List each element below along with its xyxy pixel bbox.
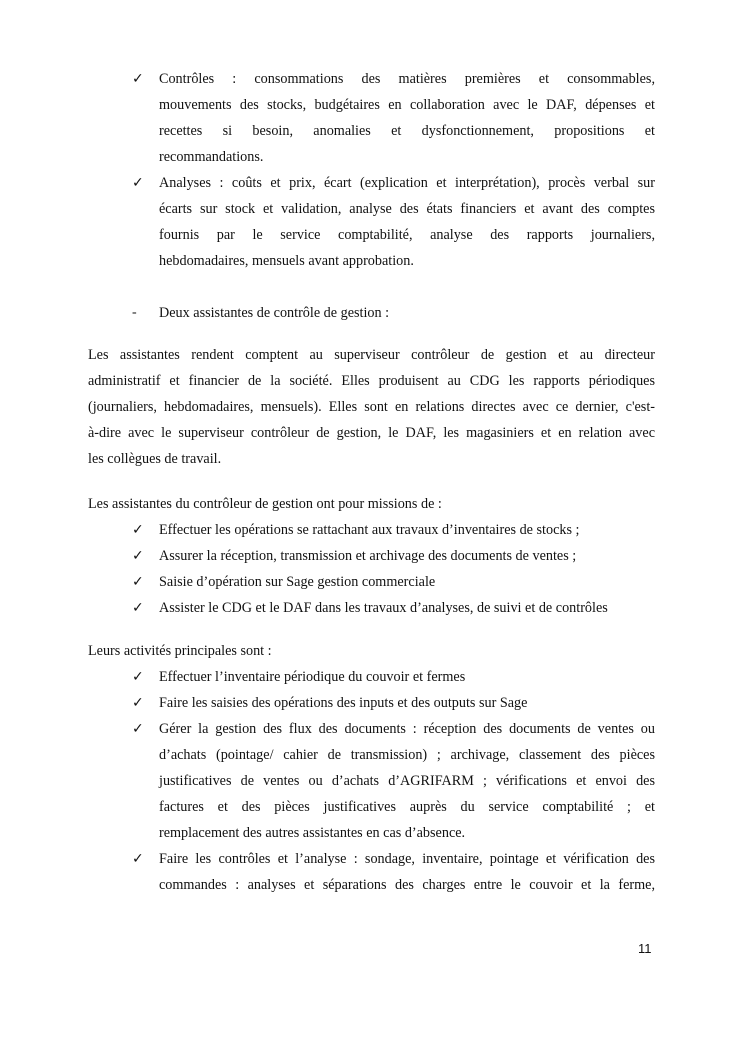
checkmark-icon: ✓	[132, 175, 144, 191]
list-item-line: Contrôles : consommations des matières premières et consommables,	[159, 71, 655, 87]
checkmark-icon: ✓	[132, 522, 144, 538]
checkmark-icon: ✓	[132, 548, 144, 564]
activities-intro: Leurs activités principales sont :	[88, 643, 272, 659]
activity-item-line: d’achats (pointage/ cahier de transmission) ; archivage, classement des pièces	[159, 747, 655, 763]
page-number: 11	[638, 941, 652, 956]
checkmark-icon: ✓	[132, 721, 144, 737]
checkmark-icon: ✓	[132, 669, 144, 685]
checkmark-icon: ✓	[132, 600, 144, 616]
paragraph-line: administratif et financier de la société. Elles produisent au CDG les rapports périodiques	[88, 373, 655, 389]
dash-bullet: -	[132, 305, 137, 320]
mission-item: Assurer la réception, transmission et archivage des documents de ventes ;	[159, 548, 577, 564]
list-item-line: fournis par le service comptabilité, analyse des rapports journaliers,	[159, 227, 655, 243]
missions-intro: Les assistantes du contrôleur de gestion ont pour missions de :	[88, 496, 442, 512]
activity-item-line: factures et des pièces justificatives auprès du service comptabilité ; et	[159, 799, 655, 815]
mission-item: Saisie d’opération sur Sage gestion commerciale	[159, 574, 436, 590]
section-heading: Deux assistantes de contrôle de gestion :	[159, 305, 390, 321]
activity-item-line: Gérer la gestion des flux des documents : réception des documents de ventes ou	[159, 721, 655, 737]
list-item-line: hebdomadaires, mensuels avant approbation.	[159, 253, 414, 269]
list-item-line: écarts sur stock et validation, analyse des états financiers et avant des comptes	[159, 201, 655, 217]
checkmark-icon: ✓	[132, 851, 144, 867]
checkmark-icon: ✓	[132, 71, 144, 87]
activity-item: Effectuer l’inventaire périodique du couvoir et fermes	[159, 669, 466, 685]
activity-item-line: Faire les contrôles et l’analyse : sondage, inventaire, pointage et vérification des	[159, 851, 655, 867]
mission-item: Assister le CDG et le DAF dans les travaux d’analyses, de suivi et de contrôles	[159, 600, 608, 616]
list-item-line: Analyses : coûts et prix, écart (explication et interprétation), procès verbal sur	[159, 175, 655, 191]
checkmark-icon: ✓	[132, 574, 144, 590]
activity-item-line: justificatives de ventes ou d’achats d’AGRIFARM ; vérifications et envoi des	[159, 773, 655, 789]
paragraph-line: Les assistantes rendent comptent au superviseur contrôleur de gestion et au directeur	[88, 347, 655, 363]
checkmark-icon: ✓	[132, 695, 144, 711]
paragraph-line: les collègues de travail.	[88, 451, 222, 467]
mission-item: Effectuer les opérations se rattachant aux travaux d’inventaires de stocks ;	[159, 522, 580, 538]
activity-item: Faire les saisies des opérations des inputs et des outputs sur Sage	[159, 695, 528, 711]
paragraph-line: à-dire avec le superviseur contrôleur de gestion, le DAF, les magasiniers et en relation avec	[88, 425, 655, 441]
list-item-line: recettes si besoin, anomalies et dysfonctionnement, propositions et	[159, 123, 655, 139]
paragraph-line: (journaliers, hebdomadaires, mensuels). Elles sont en relations directes avec ce dernier, c'est-	[88, 399, 655, 415]
activity-item-line: remplacement des autres assistantes en cas d’absence.	[159, 825, 466, 841]
activity-item-line: commandes : analyses et séparations des charges entre le couvoir et la ferme,	[159, 877, 655, 893]
list-item-line: mouvements des stocks, budgétaires en collaboration avec le DAF, dépenses et	[159, 97, 655, 113]
list-item-line: recommandations.	[159, 149, 264, 165]
